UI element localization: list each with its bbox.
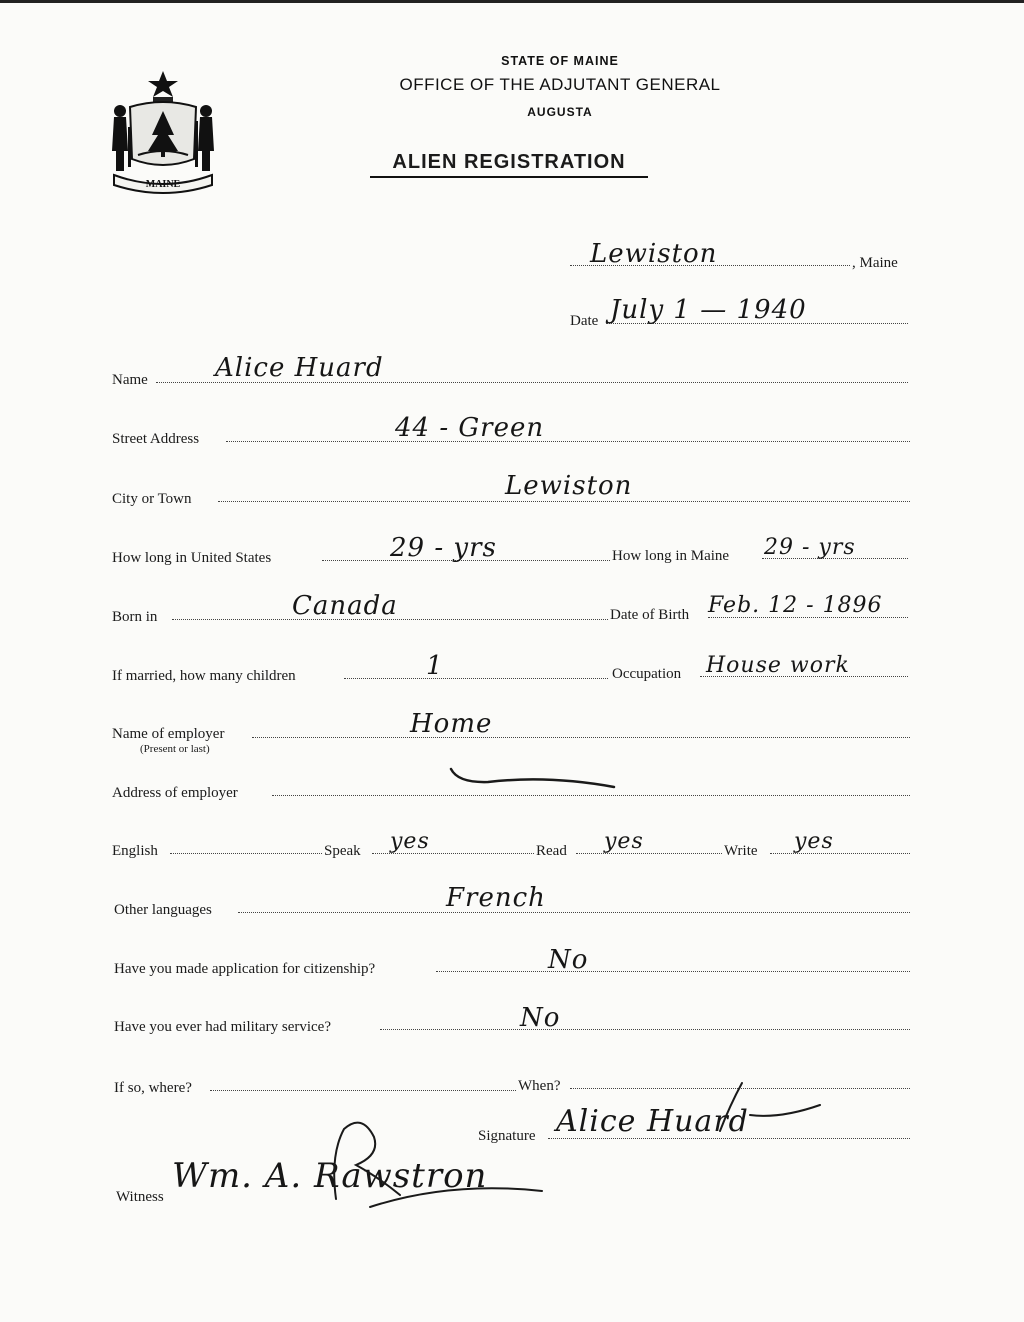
- born-in-entry: Canada: [292, 591, 398, 621]
- maine-seal-icon: [108, 67, 218, 195]
- employer-note: (Present or last): [140, 743, 210, 755]
- city-line: [218, 501, 910, 502]
- employer-line: [252, 737, 910, 738]
- witness-flourish-mark: [300, 1115, 550, 1215]
- street-label: Street Address: [112, 431, 200, 447]
- citizenship-line: [436, 971, 910, 972]
- date-entry: July 1 — 1940: [610, 295, 807, 325]
- employer-label: Name of employer: [112, 726, 225, 742]
- born-in-label: Born in: [112, 609, 158, 625]
- occupation-entry: House work: [706, 653, 850, 678]
- children-label: If married, how many children: [112, 668, 296, 684]
- speak-entry: yes: [390, 829, 430, 854]
- employer-address-dash-mark: [448, 765, 618, 799]
- english-line: [170, 853, 322, 854]
- children-entry: 1: [426, 651, 444, 681]
- when-label: When?: [518, 1078, 561, 1094]
- employer-entry: Home: [410, 709, 493, 739]
- other-languages-line: [238, 912, 910, 913]
- military-line: [380, 1029, 910, 1030]
- employer-address-label: Address of employer: [112, 785, 238, 801]
- form-title: ALIEN REGISTRATION: [370, 151, 648, 178]
- citizenship-label: Have you made application for citizenship?: [114, 961, 376, 977]
- name-entry: Alice Huard: [215, 353, 384, 383]
- witness-label: Witness: [116, 1189, 164, 1205]
- long-us-label: How long in United States: [112, 550, 272, 566]
- english-label: English: [112, 843, 158, 859]
- long-us-entry: 29 - yrs: [390, 533, 497, 563]
- city-label: City or Town: [112, 491, 192, 507]
- write-entry: yes: [794, 829, 834, 854]
- signature-label: Signature: [478, 1128, 536, 1144]
- military-entry: No: [520, 1003, 561, 1033]
- header-city: AUGUSTA: [527, 105, 593, 119]
- long-maine-entry: 29 - yrs: [764, 535, 856, 560]
- read-line: [576, 853, 722, 854]
- other-languages-label: Other languages: [114, 902, 212, 918]
- where-line: [210, 1090, 516, 1091]
- read-label: Read: [536, 843, 567, 859]
- date-label: Date: [570, 313, 599, 329]
- seal-banner-text: MAINE: [145, 179, 181, 190]
- citizenship-entry: No: [548, 945, 589, 975]
- where-label: If so, where?: [114, 1080, 192, 1096]
- signature-entry: Alice Huard: [556, 1104, 749, 1139]
- long-maine-label: How long in Maine: [612, 548, 730, 564]
- city-entry: Lewiston: [505, 471, 633, 501]
- military-label: Have you ever had military service?: [114, 1019, 331, 1035]
- children-line: [344, 678, 608, 679]
- dob-label: Date of Birth: [610, 607, 690, 623]
- town-entry: Lewiston: [590, 239, 718, 269]
- maine-label: , Maine: [852, 255, 898, 271]
- signature-flourish-mark: [690, 1075, 830, 1145]
- speak-label: Speak: [324, 843, 361, 859]
- read-entry: yes: [604, 829, 644, 854]
- header-office: OFFICE OF THE ADJUTANT GENERAL: [399, 75, 721, 94]
- occupation-label: Occupation: [612, 666, 682, 682]
- street-entry: 44 - Green: [395, 413, 545, 443]
- street-line: [226, 441, 910, 442]
- witness-entry: Wm. A. Rawstron: [172, 1156, 488, 1196]
- header-state: STATE OF MAINE: [501, 54, 619, 68]
- write-label: Write: [724, 843, 758, 859]
- dob-entry: Feb. 12 - 1896: [708, 593, 883, 618]
- name-label: Name: [112, 372, 148, 388]
- other-languages-entry: French: [446, 883, 546, 913]
- write-line: [770, 853, 910, 854]
